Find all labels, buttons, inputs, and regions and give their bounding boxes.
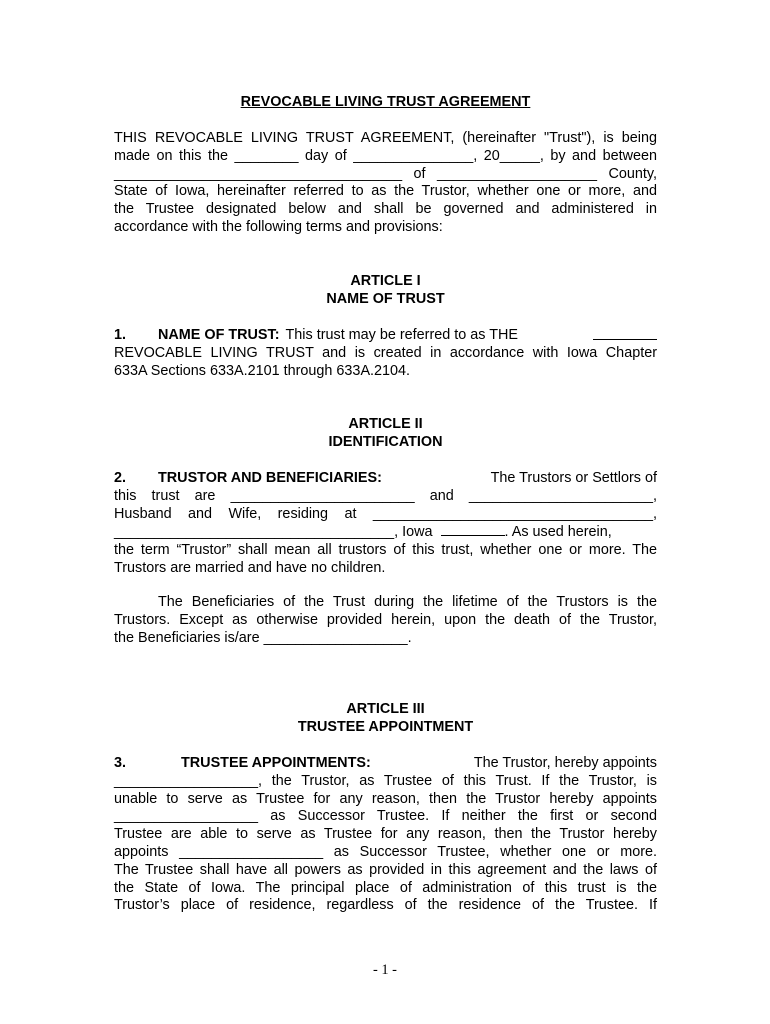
section-3-line: unable to serve as Trustee for any reason, then the Trustor hereby appoints xyxy=(114,790,657,807)
article-2-subheading: IDENTIFICATION xyxy=(328,434,443,450)
section-number: 3. xyxy=(114,755,127,771)
intro-paragraph xyxy=(114,130,657,237)
section-3-line: The Trustee shall have all powers as provided in this agreement and the laws of xyxy=(114,861,657,878)
section-label: TRUSTEE APPOINTMENTS: xyxy=(181,755,371,771)
article-1-subheading: NAME OF TRUST xyxy=(326,291,445,307)
section-text: The Trustor, hereby appoints xyxy=(473,755,657,771)
section-3-line: __________________ as Successor Trustee. If neither the first or second xyxy=(114,808,657,825)
section-text: This trust may be referred to as THE xyxy=(285,327,518,343)
section-label: TRUSTOR AND BENEFICIARIES: xyxy=(158,470,382,486)
address-tail: . As used herein, xyxy=(504,524,612,541)
intro-line: the Trustee designated below and shall be governed and administered in xyxy=(114,201,657,218)
section-1-first-line xyxy=(114,327,657,345)
section-label: NAME OF TRUST: xyxy=(158,327,280,343)
section-2-line: Trustors are married and have no children. xyxy=(114,559,386,576)
section-2-line: Husband and Wife, residing at ___________________________________, xyxy=(114,505,657,522)
section-3-line: appoints __________________ as Successor Trustee, whether one or more. xyxy=(114,843,657,860)
intro-line: accordance with the following terms and provisions: xyxy=(114,218,443,235)
article-3-subheading: TRUSTEE APPOINTMENT xyxy=(297,719,474,735)
beneficiaries-line: the Beneficiaries is/are __________________. xyxy=(114,629,412,646)
beneficiaries-paragraph xyxy=(114,594,657,647)
beneficiaries-line: The Beneficiaries of the Trust during the lifetime of the Trustors is the xyxy=(158,594,657,610)
document-title: REVOCABLE LIVING TRUST AGREEMENT xyxy=(240,94,531,110)
section-3-line: the State of Iowa. The principal place of administration of this trust is the xyxy=(114,879,657,896)
section-3-line: Trustor’s place of residence, regardless of the residence of the Trustee. If xyxy=(114,897,657,914)
section-2-line: the term “Trustor” shall mean all trustors of this trust, whether one or more. The xyxy=(114,542,657,559)
article-2-heading: ARTICLE II xyxy=(348,416,423,432)
zip-blank xyxy=(441,523,505,536)
section-3-line: Trustee are able to serve as Trustee for any reason, then the Trustor hereby xyxy=(114,826,657,843)
section-2-first-line xyxy=(114,470,657,488)
intro-line: State of Iowa, hereinafter referred to as the Trustor, whether one or more, and xyxy=(114,183,657,200)
intro-line: THIS REVOCABLE LIVING TRUST AGREEMENT, (hereinafter "Trust"), is being xyxy=(114,130,657,146)
section-3-first-line xyxy=(114,755,657,773)
section-1-paragraph xyxy=(114,327,657,380)
section-text: The Trustors or Settlors of xyxy=(490,470,657,486)
page-number: - 1 - xyxy=(373,962,397,978)
section-1-line: REVOCABLE LIVING TRUST and is created in accordance with Iowa Chapter xyxy=(114,344,657,361)
section-3-paragraph xyxy=(114,755,657,915)
intro-line: ____________________________________ of ____________________ County, xyxy=(114,165,657,182)
section-1-line: 633A Sections 633A.2101 through 633A.2104. xyxy=(114,362,411,379)
address-text: ___________________________________, Iowa xyxy=(114,524,433,541)
section-2-address-line xyxy=(114,523,657,542)
section-3-line: __________________, the Trustor, as Trustee of this Trust. If the Trustor, is xyxy=(114,772,657,789)
section-2-paragraph xyxy=(114,470,657,578)
article-3-heading: ARTICLE III xyxy=(346,701,425,717)
trust-name-blank xyxy=(593,327,657,340)
article-1-heading: ARTICLE I xyxy=(350,273,421,289)
beneficiaries-line: Trustors. Except as otherwise provided herein, upon the death of the Trustor, xyxy=(114,611,657,628)
section-number: 2. xyxy=(114,470,127,486)
section-number: 1. xyxy=(114,327,127,343)
section-2-line: this trust are _______________________ and _______________________, xyxy=(114,487,657,504)
intro-line: made on this the ________ day of _______________, 20_____, by and between xyxy=(114,147,657,164)
